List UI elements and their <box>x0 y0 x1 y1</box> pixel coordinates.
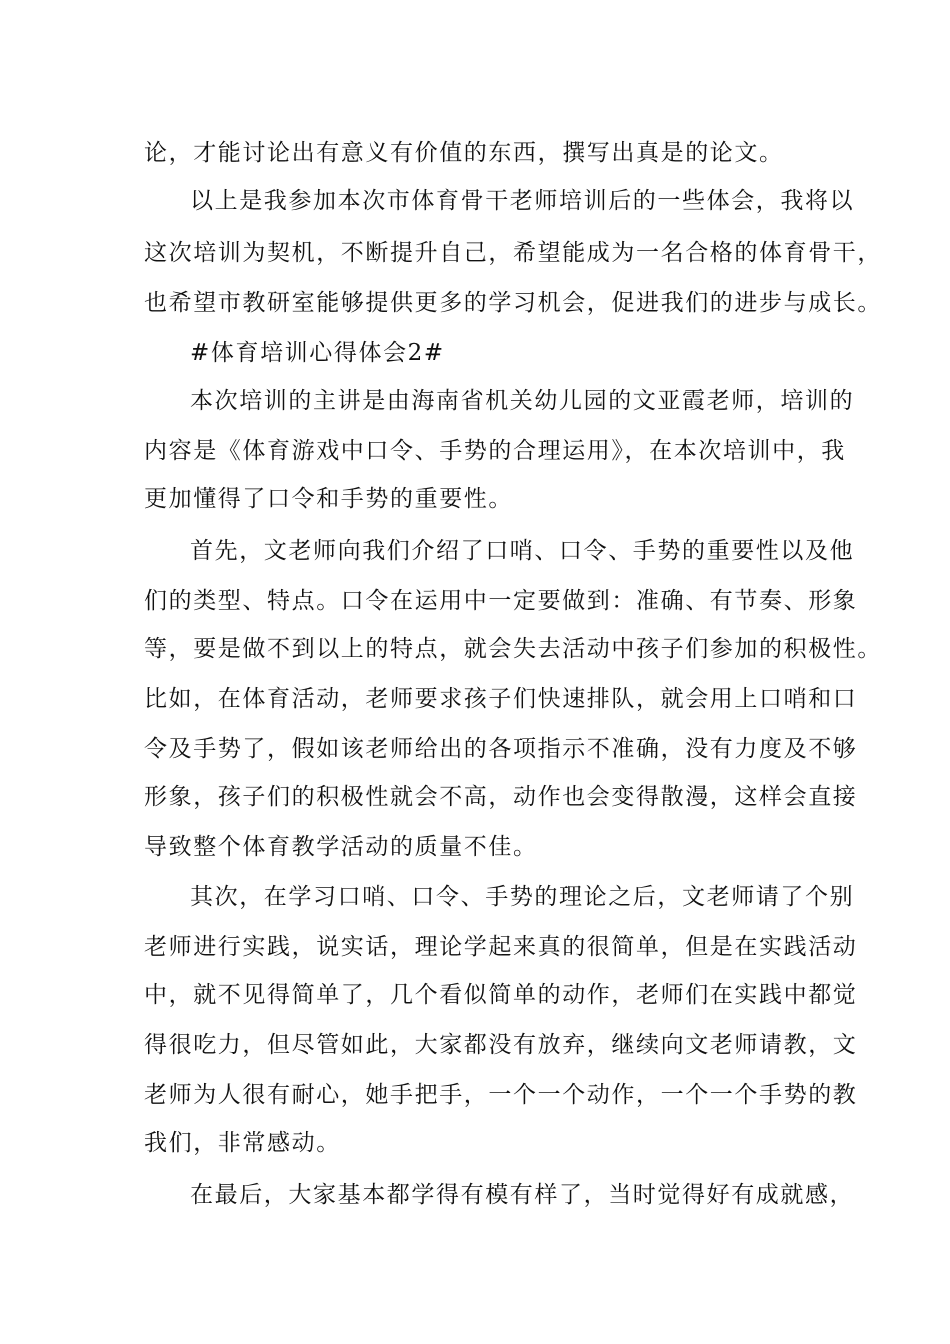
text-line: 我们，非常感动。 <box>144 1130 341 1156</box>
text-line: 这次培训为契机，不断提升自己，希望能成为一名合格的体育骨干， <box>144 240 882 266</box>
text-line: 形象，孩子们的积极性就会不高，动作也会变得散漫，这样会直接 <box>144 784 858 810</box>
text-line: 导致整个体育教学活动的质量不佳。 <box>144 834 538 860</box>
text-line: 论，才能讨论出有意义有价值的东西，撰写出真是的论文。 <box>144 140 784 166</box>
text-line: 们的类型、特点。口令在运用中一定要做到：准确、有节奏、形象 <box>144 588 858 614</box>
text-line: 老师进行实践，说实话，理论学起来真的很简单，但是在实践活动 <box>144 934 858 960</box>
text-line: 等，要是做不到以上的特点，就会失去活动中孩子们参加的积极性。 <box>144 636 882 662</box>
text-line: 更加懂得了口令和手势的重要性。 <box>144 486 513 512</box>
text-line: 老师为人很有耐心，她手把手，一个一个动作，一个一个手势的教 <box>144 1082 858 1108</box>
text-line: 也希望市教研室能够提供更多的学习机会，促进我们的进步与成长。 <box>144 290 882 316</box>
section-heading: #体育培训心得体会2# <box>190 340 445 366</box>
text-line: 在最后，大家基本都学得有模有样了，当时觉得好有成就感， <box>190 1182 855 1208</box>
text-line: 得很吃力，但尽管如此，大家都没有放弃，继续向文老师请教，文 <box>144 1032 858 1058</box>
text-line: 其次，在学习口哨、口令、手势的理论之后，文老师请了个别 <box>190 884 855 910</box>
text-line: 令及手势了，假如该老师给出的各项指示不准确，没有力度及不够 <box>144 736 858 762</box>
text-line: 比如，在体育活动，老师要求孩子们快速排队，就会用上口哨和口 <box>144 686 858 712</box>
text-line: 中，就不见得简单了，几个看似简单的动作，老师们在实践中都觉 <box>144 982 858 1008</box>
text-line: 本次培训的主讲是由海南省机关幼儿园的文亚霞老师，培训的 <box>190 388 855 414</box>
text-line: 内容是《体育游戏中口令、手势的合理运用》，在本次培训中，我 <box>144 438 846 464</box>
text-line: 以上是我参加本次市体育骨干老师培训后的一些体会，我将以 <box>190 188 855 214</box>
text-line: 首先，文老师向我们介绍了口哨、口令、手势的重要性以及他 <box>190 538 855 564</box>
